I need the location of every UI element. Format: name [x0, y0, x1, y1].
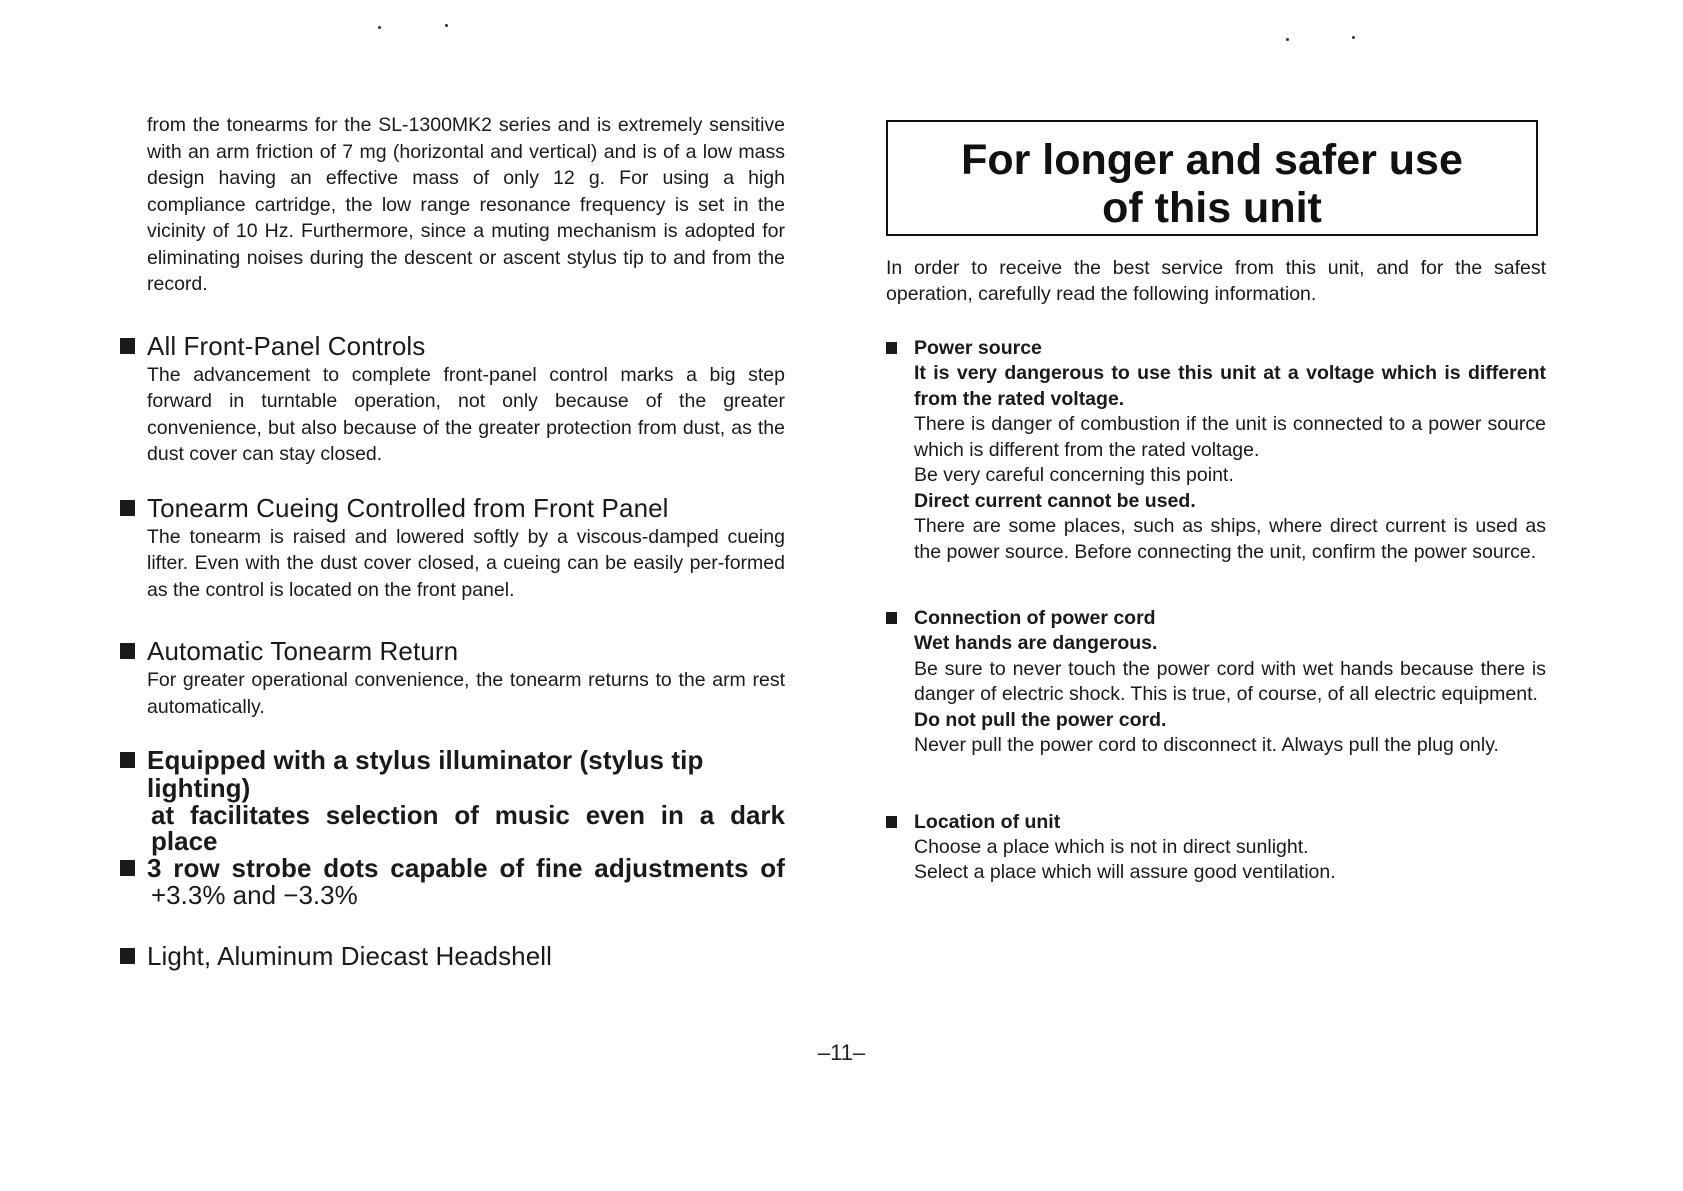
safety-title-line-2: of this unit [1102, 184, 1322, 232]
feature-title: 3 row strobe dots capable of fine adjustments of [147, 853, 785, 883]
section-text: Be very careful concerning this point. [914, 464, 1234, 486]
safety-intro: In order to receive the best service from this unit, and for the safest operation, carefully read the following information. [886, 257, 1546, 305]
square-bullet-icon [120, 500, 135, 516]
scan-speck [445, 24, 448, 27]
feature-title: Tonearm Cueing Controlled from Front Panel [147, 492, 669, 523]
feature-title: Equipped with a stylus illuminator (stylus tip lighting) [147, 745, 704, 803]
square-bullet-icon [886, 342, 897, 354]
warning-text: It is very dangerous to use this unit at a voltage which is different from the rated voltage. [914, 362, 1546, 410]
section-text: Be sure to never touch the power cord with wet hands because there is danger of electric shock. This is true, of course, of all electric equipment. [914, 657, 1546, 705]
section-text: There are some places, such as ships, where direct current is used as the power source. Before connecting the unit, confirm the power source. [914, 515, 1546, 563]
feature-automatic-return [120, 637, 785, 720]
square-bullet-icon [120, 948, 135, 964]
square-bullet-icon [120, 752, 135, 768]
feature-body: The tonearm is raised and lowered softly by a viscous-damped cueing lifter. Even with the dust cover closed, a cueing can be easily per-formed as the control is located on the front panel. [147, 525, 785, 601]
tonearm-intro-paragraph: from the tonearms for the SL-1300MK2 series and is extremely sensitive with an arm friction of 7 mg (horizontal and vertical) and is of a low mass design having an effective mass of only 12 g. For using a high compliance cartridge, the low range resonance frequency is set in the vicinity of 10 Hz. Furthermore, since a muting mechanism is adopted for eliminating noises during the descent or ascent stylus tip to and from the record. [147, 114, 785, 295]
square-bullet-icon [886, 612, 897, 624]
section-power-source [886, 335, 1546, 565]
section-heading: Location of unit [914, 810, 1061, 833]
section-location [886, 809, 1546, 886]
feature-body: For greater operational convenience, the tonearm returns to the arm rest automatically. [147, 669, 785, 718]
right-column [886, 120, 1546, 886]
square-bullet-icon [120, 860, 135, 876]
page-number: –11– [817, 1040, 866, 1065]
feature-title: Light, Aluminum Diecast Headshell [147, 941, 553, 971]
square-bullet-icon [120, 338, 135, 354]
feature-stylus-illuminator [120, 746, 785, 908]
section-text: There is danger of combustion if the unit is connected to a power source which is different from the rated voltage. [914, 413, 1546, 461]
section-heading: Connection of power cord [914, 607, 1156, 629]
safety-title-box [886, 120, 1538, 236]
section-text: Choose a place which is not in direct sunlight. [914, 835, 1309, 858]
feature-title-continuation: at facilitates selection of music even in a dark place [151, 800, 785, 856]
feature-body: The advancement to complete front-panel control marks a big step forward in turntable operation, not only because of the greater convenience, but also because of the greater protection from dust, as the dust cover can stay closed. [147, 363, 785, 465]
scan-speck [378, 26, 381, 29]
warning-text: Wet hands are dangerous. [914, 632, 1158, 654]
section-text: Never pull the power cord to disconnect it. Always pull the plug only. [914, 734, 1499, 756]
feature-title: All Front-Panel Controls [147, 330, 426, 361]
feature-title-continuation: +3.3% and −3.3% [151, 880, 358, 910]
scan-speck [1286, 38, 1289, 41]
section-text: Select a place which will assure good ventilation. [914, 861, 1336, 883]
feature-headshell [120, 942, 785, 970]
safety-title-line-1: For longer and safer use [961, 136, 1463, 184]
warning-text: Direct current cannot be used. [914, 489, 1196, 512]
scan-speck [1352, 36, 1355, 39]
square-bullet-icon [120, 643, 135, 659]
square-bullet-icon [886, 816, 897, 828]
feature-front-panel-controls [120, 332, 785, 468]
section-power-cord [886, 605, 1546, 759]
feature-tonearm-cueing [120, 494, 785, 604]
feature-title: Automatic Tonearm Return [147, 636, 459, 666]
left-column [120, 112, 785, 970]
section-heading: Power source [914, 337, 1042, 359]
warning-text: Do not pull the power cord. [914, 708, 1167, 731]
